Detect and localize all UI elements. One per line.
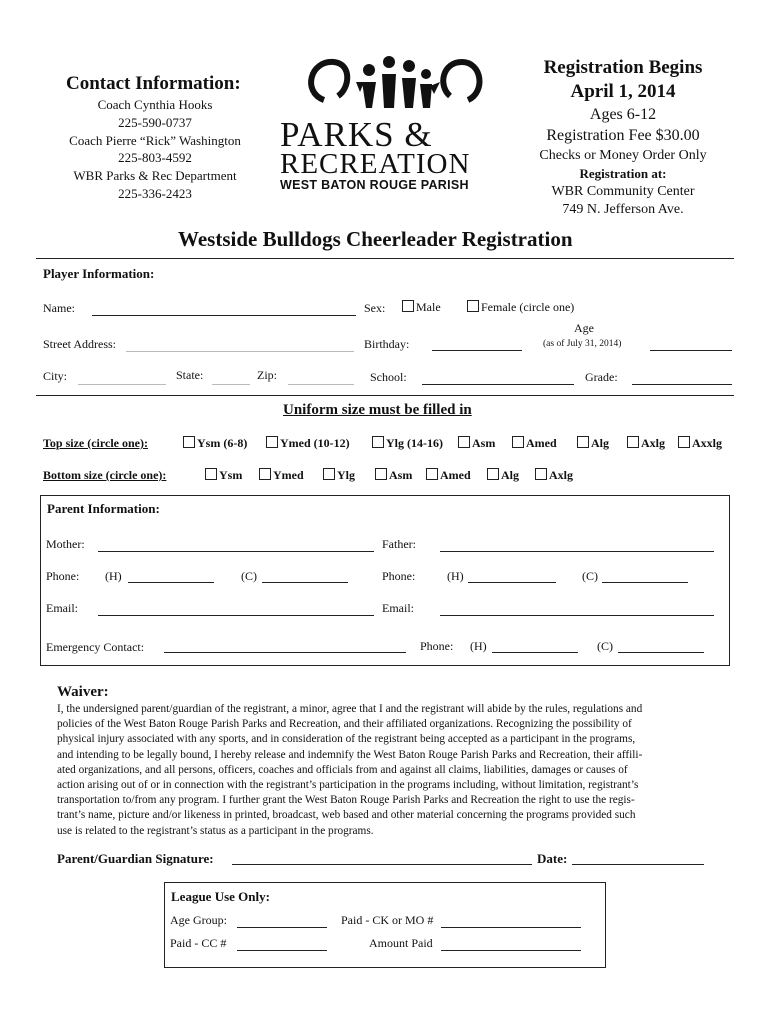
- emergency-label: Emergency Contact:: [46, 640, 145, 654]
- bottom-size-label: Bottom size (circle one):: [43, 468, 167, 482]
- contact-block: [40, 96, 270, 203]
- signature-label: Parent/Guardian Signature:: [57, 851, 214, 866]
- waiver-line: trant’s name, picture and/or likeness in printed, broadcast, web based and other material concerning the programs provided such: [57, 809, 636, 822]
- paid-ck-field[interactable]: [441, 927, 581, 928]
- top-size-option[interactable]: [458, 436, 495, 451]
- checkbox-icon: [323, 468, 335, 480]
- size-label: Ymed: [273, 468, 304, 482]
- father-field[interactable]: [440, 551, 714, 552]
- size-label: Axlg: [549, 468, 573, 482]
- contact-line: Coach Pierre “Rick” Washington: [69, 132, 241, 148]
- mother-home-phone-field[interactable]: [128, 582, 214, 583]
- mother-field[interactable]: [98, 551, 374, 552]
- school-field[interactable]: [422, 384, 574, 385]
- size-label: Amed: [526, 436, 557, 450]
- contact-line: 225-803-4592: [118, 150, 192, 166]
- size-label: Alg: [591, 436, 609, 450]
- logo-line3: WEST BATON ROUGE PARISH: [280, 178, 469, 192]
- mother-home-label: (H): [105, 569, 122, 583]
- state-field[interactable]: [212, 384, 250, 385]
- grade-label: Grade:: [585, 370, 618, 384]
- logo-line2: RECREATION: [280, 148, 471, 180]
- paid-cc-label: Paid - CC #: [170, 936, 227, 950]
- checkbox-icon: [402, 300, 414, 312]
- contact-line: WBR Parks & Rec Department: [73, 168, 237, 184]
- registration-place: WBR Community Center: [551, 184, 695, 199]
- father-email-field[interactable]: [440, 615, 714, 616]
- city-field[interactable]: [78, 384, 166, 385]
- age-group-label: Age Group:: [170, 913, 227, 927]
- bottom-size-option[interactable]: [426, 468, 471, 483]
- parks-logo: [272, 52, 520, 192]
- league-use-box: [164, 882, 606, 968]
- bottom-size-option[interactable]: [323, 468, 355, 483]
- father-home-phone-field[interactable]: [468, 582, 556, 583]
- checkbox-icon: [183, 436, 195, 448]
- street-field[interactable]: [126, 351, 354, 352]
- street-label: Street Address:: [43, 337, 116, 351]
- grade-field[interactable]: [632, 384, 732, 385]
- contact-heading: Contact Information:: [66, 73, 241, 94]
- checkbox-icon: [426, 468, 438, 480]
- registration-fee: Registration Fee $30.00: [546, 127, 700, 144]
- school-label: School:: [370, 370, 407, 384]
- checkbox-icon: [458, 436, 470, 448]
- name-field[interactable]: [92, 315, 356, 316]
- top-size-label: Top size (circle one):: [43, 436, 148, 450]
- city-label: City:: [43, 369, 68, 383]
- father-label: Father:: [382, 537, 416, 551]
- size-label: Amed: [440, 468, 471, 482]
- size-label: Ysm (6-8): [197, 436, 248, 450]
- checkbox-icon: [375, 468, 387, 480]
- father-email-label: Email:: [382, 601, 414, 615]
- bottom-size-option[interactable]: [487, 468, 519, 483]
- registration-address: 749 N. Jefferson Ave.: [562, 202, 684, 217]
- top-size-option[interactable]: [678, 436, 722, 451]
- logo-figures-icon: [272, 52, 520, 112]
- zip-label: Zip:: [257, 368, 277, 382]
- bottom-size-option[interactable]: [259, 468, 304, 483]
- size-label: Alg: [501, 468, 519, 482]
- emergency-field[interactable]: [164, 652, 406, 653]
- bottom-size-option[interactable]: [205, 468, 242, 483]
- mother-email-field[interactable]: [98, 615, 374, 616]
- emergency-cell-phone-field[interactable]: [618, 652, 704, 653]
- top-size-option[interactable]: [512, 436, 557, 451]
- waiver-line: ated organizations, and all persons, officers, coaches and officials from and against all claims, liabilities, damages or causes of: [57, 763, 628, 776]
- emergency-home-phone-field[interactable]: [492, 652, 578, 653]
- league-heading: League Use Only:: [171, 889, 270, 904]
- checkbox-icon: [535, 468, 547, 480]
- mother-label: Mother:: [46, 537, 85, 551]
- female-option[interactable]: [467, 300, 574, 315]
- name-label: Name:: [43, 301, 75, 315]
- size-label: Ylg: [337, 468, 355, 482]
- parent-heading: Parent Information:: [47, 501, 160, 516]
- age-field[interactable]: [650, 350, 732, 351]
- registration-date: April 1, 2014: [570, 81, 676, 102]
- birthday-label: Birthday:: [364, 337, 410, 351]
- age-label: Age: [574, 321, 594, 335]
- waiver-line: transportation to/from any program. I further grant the West Baton Rouge Parish Parks and Recreation the right to use the regis-: [57, 794, 635, 807]
- mother-cell-label: (C): [241, 569, 257, 583]
- checkbox-icon: [512, 436, 524, 448]
- mother-cell-phone-field[interactable]: [262, 582, 348, 583]
- paid-cc-field[interactable]: [237, 950, 327, 951]
- waiver-line: I, the undersigned parent/guardian of the registrant, a minor, agree that I and the registrant will abide by the rules, regulations and: [57, 703, 643, 715]
- emergency-phone-label: Phone:: [420, 639, 454, 653]
- mother-email-label: Email:: [46, 601, 78, 615]
- emergency-cell-label: (C): [597, 639, 613, 653]
- bottom-size-option[interactable]: [535, 468, 573, 483]
- registration-at-label: Registration at:: [579, 166, 667, 181]
- parent-box-right: [729, 495, 730, 665]
- contact-line: 225-336-2423: [118, 185, 192, 201]
- age-group-field[interactable]: [237, 927, 327, 928]
- waiver-line: physical injury associated with any sports, and in consideration of the registrant being accepted as a participant in the programs,: [57, 733, 636, 746]
- registration-ages: Ages 6-12: [589, 106, 657, 123]
- emergency-home-label: (H): [470, 639, 487, 653]
- checkbox-icon: [678, 436, 690, 448]
- parent-box-left: [40, 495, 41, 665]
- size-label: Axxlg: [692, 436, 722, 450]
- date-field[interactable]: [572, 864, 704, 865]
- waiver-line: use is related to the registrant’s status as a participant in the programs.: [57, 824, 374, 837]
- father-home-label: (H): [447, 569, 464, 583]
- bottom-size-option[interactable]: [375, 468, 412, 483]
- checkbox-icon: [467, 300, 479, 312]
- registration-block: [520, 56, 726, 219]
- male-label: Male: [416, 300, 441, 314]
- female-label: Female (circle one): [481, 300, 575, 314]
- checkbox-icon: [487, 468, 499, 480]
- form-title: Westside Bulldogs Cheerleader Registration: [178, 227, 573, 251]
- size-label: Asm: [472, 436, 496, 450]
- size-label: Asm: [389, 468, 413, 482]
- amount-paid-field[interactable]: [441, 950, 581, 951]
- waiver-heading: Waiver:: [57, 684, 109, 700]
- player-rule: [36, 395, 734, 396]
- top-size-option[interactable]: [183, 436, 247, 451]
- top-size-option[interactable]: [372, 436, 443, 451]
- size-label: Ysm: [219, 468, 243, 482]
- sex-label: Sex:: [364, 301, 386, 315]
- contact-line: Coach Cynthia Hooks: [97, 97, 213, 112]
- top-size-option[interactable]: [266, 436, 350, 451]
- registration-payment: Checks or Money Order Only: [539, 148, 707, 163]
- mother-phone-label: Phone:: [46, 569, 80, 583]
- checkbox-icon: [577, 436, 589, 448]
- paid-ck-label: Paid - CK or MO #: [341, 913, 434, 927]
- father-cell-label: (C): [582, 569, 598, 583]
- waiver-text: [57, 702, 713, 839]
- top-size-option[interactable]: [627, 436, 665, 451]
- father-cell-phone-field[interactable]: [602, 582, 688, 583]
- zip-field[interactable]: [288, 384, 354, 385]
- checkbox-icon: [205, 468, 217, 480]
- parent-box-top: [40, 495, 730, 496]
- top-size-option[interactable]: [577, 436, 609, 451]
- registration-begins: Registration Begins: [543, 57, 703, 78]
- parent-box-bottom: [40, 665, 730, 666]
- checkbox-icon: [372, 436, 384, 448]
- waiver-line: and intending to be legally bound, I hereby release and indemnify the West Baton Rouge Parish Parks and Recreation, their affili-: [57, 748, 643, 761]
- checkbox-icon: [259, 468, 271, 480]
- age-note: (as of July 31, 2014): [543, 339, 622, 349]
- father-phone-label: Phone:: [382, 569, 416, 583]
- size-label: Ymed (10-12): [280, 436, 350, 450]
- state-label: State:: [176, 368, 204, 382]
- date-label: Date:: [537, 851, 568, 866]
- waiver-line: action arising out of or in connection with the registrant’s participation in the programs including, without limitation, registrant’s: [57, 779, 639, 792]
- player-heading: Player Information:: [43, 266, 155, 281]
- amount-paid-label: Amount Paid: [369, 936, 433, 950]
- size-label: Ylg (14-16): [386, 436, 443, 450]
- logo-line1: PARKS &: [280, 115, 433, 154]
- uniform-heading: Uniform size must be filled in: [283, 402, 472, 418]
- checkbox-icon: [266, 436, 278, 448]
- signature-field[interactable]: [232, 864, 532, 865]
- male-option[interactable]: [402, 300, 441, 315]
- checkbox-icon: [627, 436, 639, 448]
- size-label: Axlg: [641, 436, 665, 450]
- birthday-field[interactable]: [432, 350, 522, 351]
- waiver-line: policies of the West Baton Rouge Parish Parks and Recreation, and their affiliated organizations. Recognizing the possibility of: [57, 718, 632, 731]
- contact-line: 225-590-0737: [118, 114, 192, 130]
- title-rule: [36, 258, 734, 259]
